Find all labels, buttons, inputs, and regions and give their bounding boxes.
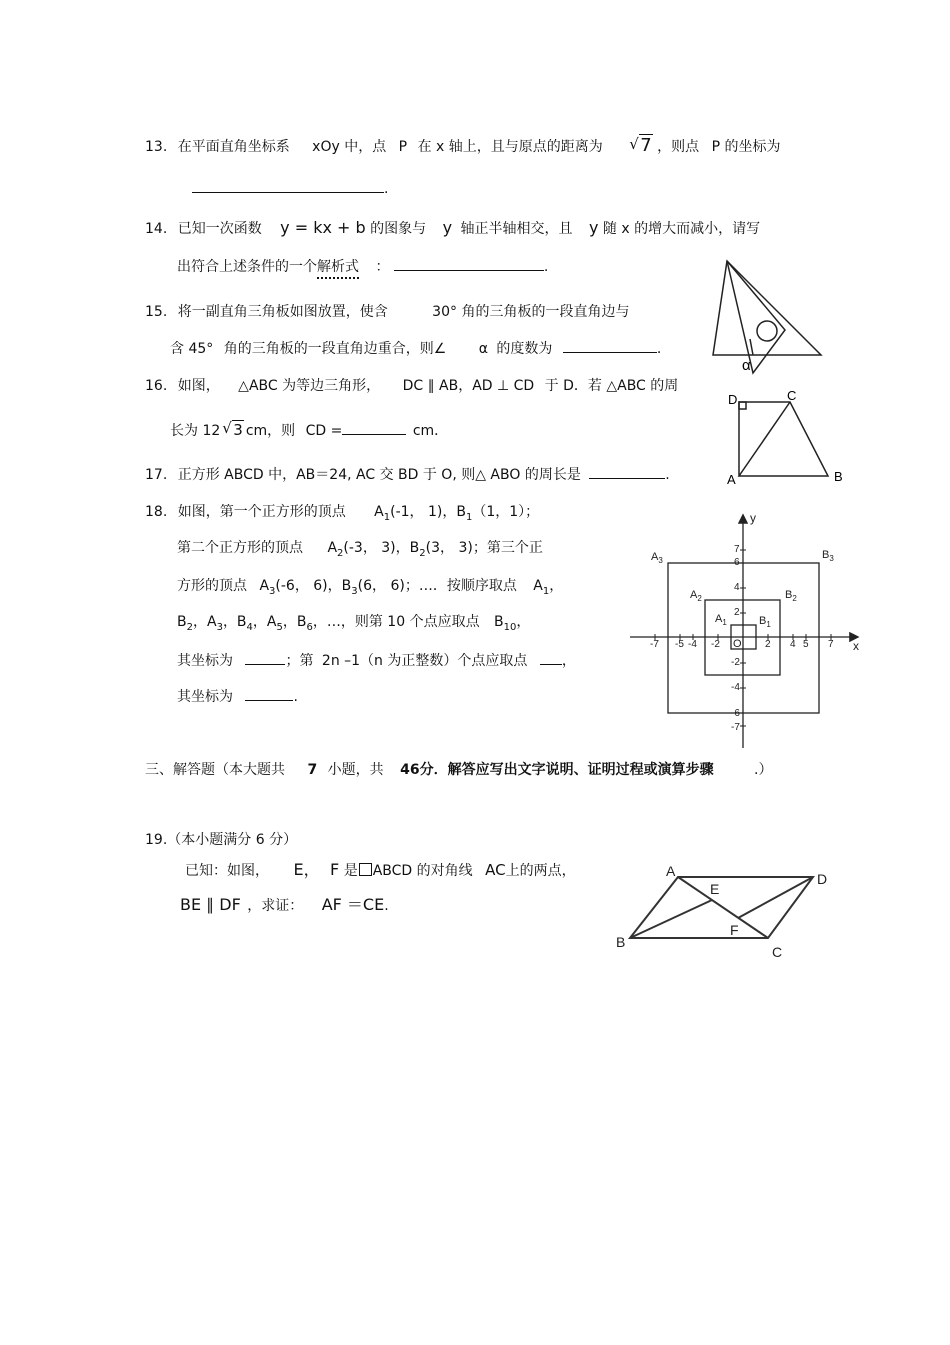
q13-answer-line: . — [192, 178, 388, 199]
q18-number: 18. — [145, 504, 168, 520]
point-b3-label: $B_3$ — [822, 549, 834, 563]
answer-blank[interactable] — [245, 686, 293, 701]
point-a2-label: $A_2$ — [690, 589, 702, 603]
q15-line1: 15. 将一副直角三角板如图放置，使含 30° 角的三角板的一段直角边与 — [145, 304, 630, 320]
q13-line1: 13. 在平面直角坐标系 xOy 中，点 P 在 x 轴上，且与原点的距离为 √ 7 ，则点 P 的坐标为 — [145, 135, 781, 156]
section-3-heading: 三、解答题（本大题共 7 小题，共 46分．解答应写出文字说明、证明过程或演算步骤 .） — [145, 762, 773, 778]
point-c-label: C — [772, 944, 783, 960]
answer-blank[interactable] — [589, 464, 665, 479]
point-b1-label: $B_1$ — [759, 615, 771, 629]
q13-number: 13. — [145, 139, 168, 155]
q18-line6: 其坐标为 . — [177, 686, 298, 707]
y-tick-label: -7 — [731, 722, 740, 733]
point-d-label: D — [728, 392, 738, 407]
answer-blank[interactable] — [245, 650, 285, 665]
q19-line2: BE ∥ DF ，求证： AF ＝CE. — [180, 895, 389, 914]
x-tick-label: -4 — [688, 639, 697, 650]
q15-number: 15. — [145, 304, 168, 320]
q18-line4: $B_2$，$A_3$，$B_4$，$A_5$，$B_6$，…，则第 10 个点应取点 $B_{10}$， — [177, 614, 531, 633]
q19-heading: 19.（本小题满分 6 分） — [145, 832, 298, 848]
x-tick-label: -5 — [675, 639, 684, 650]
parallelogram-figure — [612, 860, 837, 960]
equilateral-triangle-figure — [724, 388, 850, 488]
x-tick-label: -2 — [711, 639, 720, 650]
sqrt-3: √ 3 — [222, 419, 243, 439]
q17-line: 17. 正方形 ABCD 中，AB＝24, AC 交 BD 于 O, 则△ ABO 的周长是 . — [145, 464, 670, 485]
answer-blank[interactable] — [192, 178, 384, 193]
point-a-label: A — [727, 472, 736, 487]
point-e-label: E — [710, 881, 720, 897]
q16-number: 16. — [145, 378, 168, 394]
triangle-set-figure — [705, 255, 830, 375]
point-f-label: F — [730, 922, 739, 938]
q18-line5: 其坐标为 ；第 2n –1（n 为正整数）个点应取点 ， — [177, 650, 576, 671]
q14-line1: 14. 已知一次函数 y = kx + b 的图象与 y 轴正半轴相交，且 y 随 x 的增大而减小，请写 — [145, 218, 761, 237]
x-tick-label: 7 — [828, 639, 834, 650]
origin-label: O — [733, 638, 742, 650]
point-a-label: A — [666, 863, 676, 879]
answer-blank[interactable] — [394, 256, 544, 271]
q18-line1: 18. 如图，第一个正方形的顶点 $A_1(-1$， 1)，$B_1(1$，1）； — [145, 504, 540, 523]
answer-blank[interactable] — [563, 338, 657, 353]
q16-line2: 长为 12 √ 3 cm，则 CD = cm． — [170, 419, 449, 439]
point-d-label: D — [817, 871, 828, 887]
answer-blank[interactable] — [342, 420, 406, 435]
q14-number: 14. — [145, 221, 168, 237]
y-tick-label: 7 — [734, 544, 740, 555]
sqrt-7: √ 7 — [629, 135, 652, 156]
point-b-label: B — [834, 469, 843, 484]
answer-blank[interactable] — [540, 650, 562, 665]
point-b-label: B — [616, 934, 626, 950]
x-axis-label: x — [853, 639, 859, 653]
q18-line2: 第二个正方形的顶点 $A_2(-3$， 3)，$B_2(3$， 3)；第三个正 — [177, 540, 543, 559]
x-tick-label: 4 — [790, 639, 796, 650]
q18-line3: 方形的顶点 $A_3(-6$， 6)，$B_3(6$， 6)；…．按顺序取点 $A_1$， — [177, 578, 564, 597]
point-a3-label: $A_3$ — [651, 551, 663, 565]
q17-number: 17. — [145, 467, 168, 483]
parallelogram-symbol — [359, 863, 372, 876]
y-tick-label: -6 — [731, 708, 740, 719]
q16-line1: 16. 如图， △ABC 为等边三角形， DC ∥ AB，AD ⊥ CD 于 D．若 △ABC 的周 — [145, 378, 679, 394]
x-tick-label: 5 — [803, 639, 809, 650]
y-tick-label: 4 — [734, 582, 740, 593]
point-c-label: C — [787, 388, 797, 403]
q19-number: 19. — [145, 832, 168, 848]
y-axis-label: y — [750, 511, 756, 525]
point-b2-label: $B_2$ — [785, 589, 797, 603]
point-a1-label: $A_1$ — [715, 613, 727, 627]
alpha-label: α — [742, 357, 751, 374]
y-tick-label: 2 — [734, 607, 740, 618]
y-tick-label: 6 — [734, 557, 740, 568]
x-tick-label: 2 — [765, 639, 771, 650]
y-tick-label: -2 — [731, 657, 740, 668]
q14-line2: 出符合上述条件的一个解析式 ： . — [177, 256, 548, 277]
q19-line1: 已知：如图， E， F 是 ABCD 的对角线 AC上的两点， — [185, 860, 576, 879]
nested-squares-figure — [625, 508, 865, 753]
q15-line2: 含 45° 角的三角板的一段直角边重合，则∠ α 的度数为 . — [170, 338, 661, 359]
x-tick-label: -7 — [650, 639, 659, 650]
y-tick-label: -4 — [731, 682, 740, 693]
